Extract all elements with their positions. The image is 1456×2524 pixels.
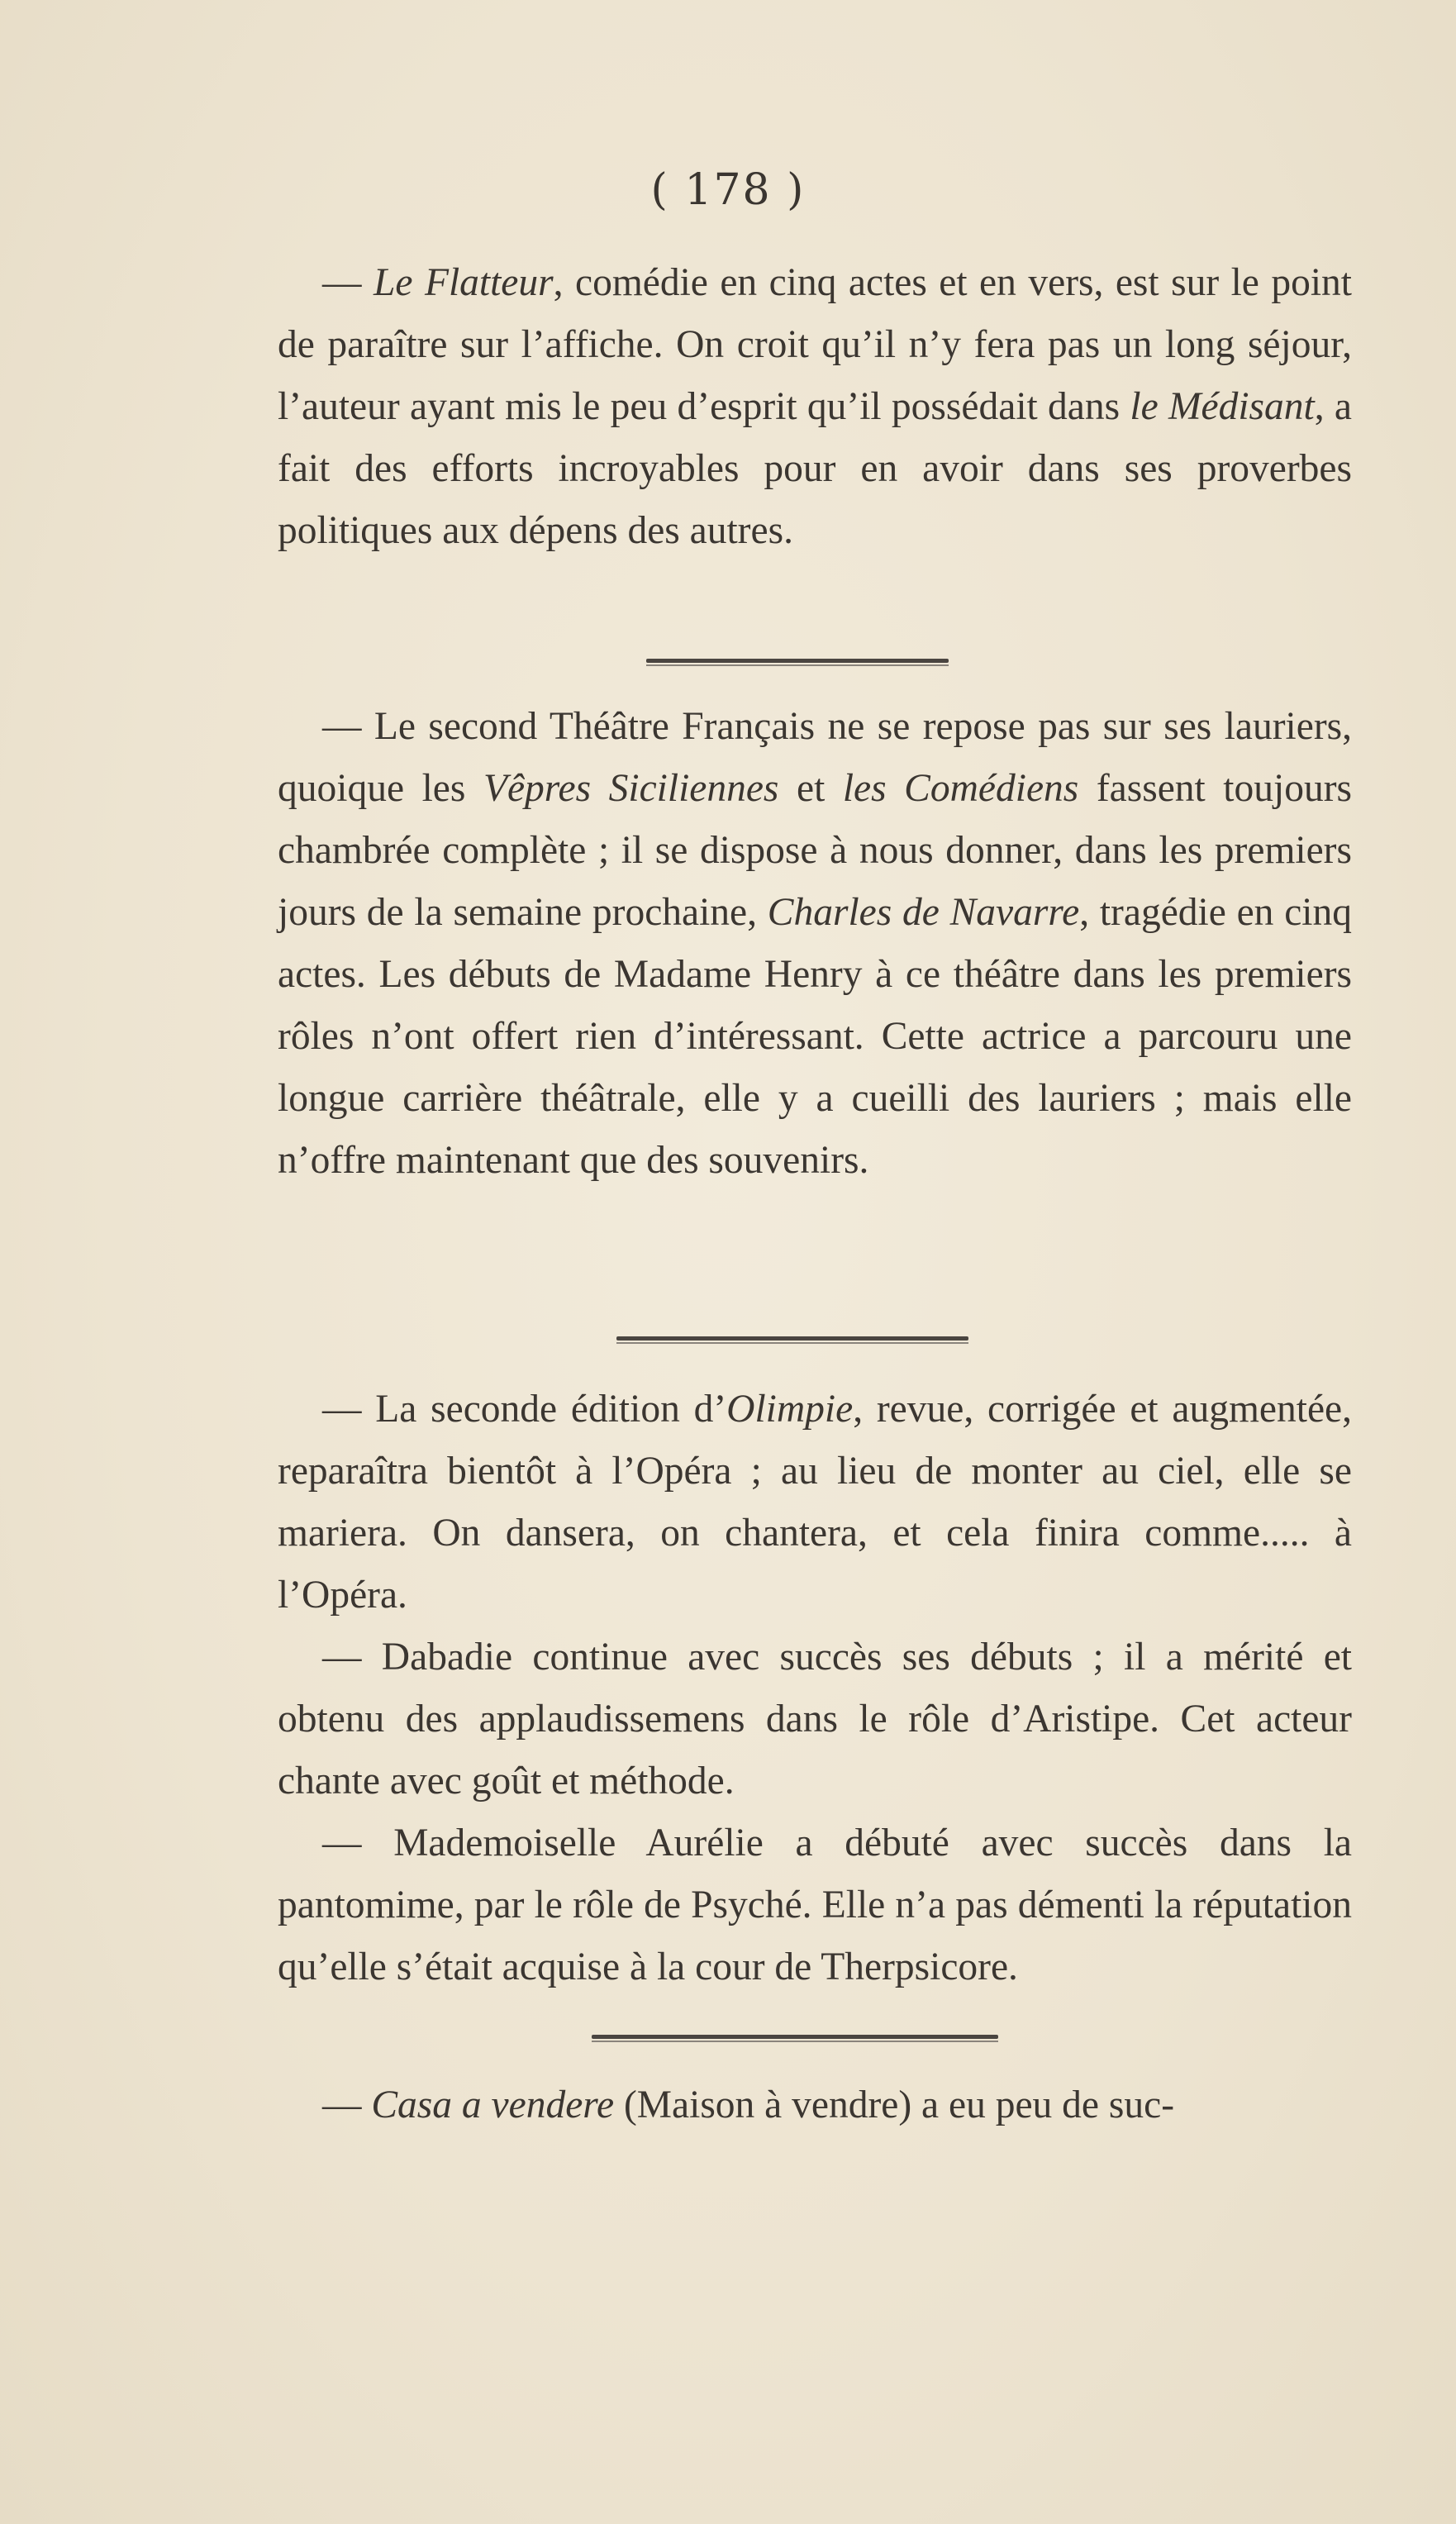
text-run: — Mademoiselle Aurélie a débuté avec succès dans la pantomime, par le rôle de Psyché. Elle n’a pas démenti la réputation qu’elle s’était acquise à la cour de Therpsicore. xyxy=(278,1822,1352,1988)
italic-title: Charles de Navarre xyxy=(767,891,1080,934)
text-run: , a fait des efforts incroyables pour en avoir dans ses proverbes politiques aux dépens des autres. xyxy=(278,385,1352,552)
text-run: (Maison à vendre) a eu peu de suc- xyxy=(614,2083,1175,2126)
italic-title: Vêpres Siciliennes xyxy=(483,767,779,810)
paragraph xyxy=(278,1626,1352,1812)
text-run: , comédie en cinq actes et en vers, est sur le point de paraître sur l’affiche. On croit qu’il n’y fera pas un long séjour, l’auteur ayant mis le peu d’esprit qu’il possédait dans xyxy=(278,261,1352,428)
italic-title: les Comédiens xyxy=(842,767,1079,810)
text-run: — xyxy=(322,261,374,304)
paragraph xyxy=(278,1379,1352,1626)
section-divider xyxy=(616,1336,968,1341)
paragraph xyxy=(278,1812,1352,1998)
italic-title: le Médisant xyxy=(1130,385,1315,428)
italic-title: Olimpie xyxy=(726,1388,854,1431)
text-run: — La seconde édition d’ xyxy=(322,1388,727,1431)
text-run: — xyxy=(322,2083,372,2126)
article-casa-a-vendere xyxy=(278,2074,1352,2136)
paragraph xyxy=(278,2074,1352,2136)
paragraph xyxy=(278,252,1352,562)
italic-title: Casa a vendere xyxy=(371,2083,615,2126)
section-divider xyxy=(646,659,949,663)
article-opera-news xyxy=(278,1379,1352,1998)
text-run: — Le second Théâtre Français ne se repose pas sur ses lauriers, quoique les xyxy=(278,705,1352,810)
italic-title: Le Flatteur xyxy=(373,261,554,304)
paragraph xyxy=(278,696,1352,1192)
text-run: fassent toujours chambrée complète ; il se dispose à nous donner, dans les premiers jours de la semaine prochaine, xyxy=(278,767,1352,934)
article-second-theatre xyxy=(278,696,1352,1192)
page-number: ( 178 ) xyxy=(650,165,806,215)
article-flatteur xyxy=(278,252,1352,562)
text-run: , tragédie en cinq actes. Les débuts de Madame Henry à ce théâtre dans les premiers rôles n’ont offert rien d’intéressant. Cette actrice a parcouru une longue carrière théâtrale, elle y a cueilli des lauriers ; mais elle n’offre maintenant que des souvenirs. xyxy=(278,891,1352,1182)
section-divider xyxy=(592,2035,998,2039)
text-run: , revue, corrigée et augmentée, reparaîtra bientôt à l’Opéra ; au lieu de monter au ciel, elle se mariera. On dansera, on chantera, et cela finira comme..... à l’Opéra. xyxy=(278,1388,1352,1617)
text-run: — Dabadie continue avec succès ses débuts ; il a mérité et obtenu des applaudissemens dans le rôle d’Aristipe. Cet acteur chante avec goût et méthode. xyxy=(278,1636,1352,1803)
text-run: et xyxy=(778,767,843,810)
